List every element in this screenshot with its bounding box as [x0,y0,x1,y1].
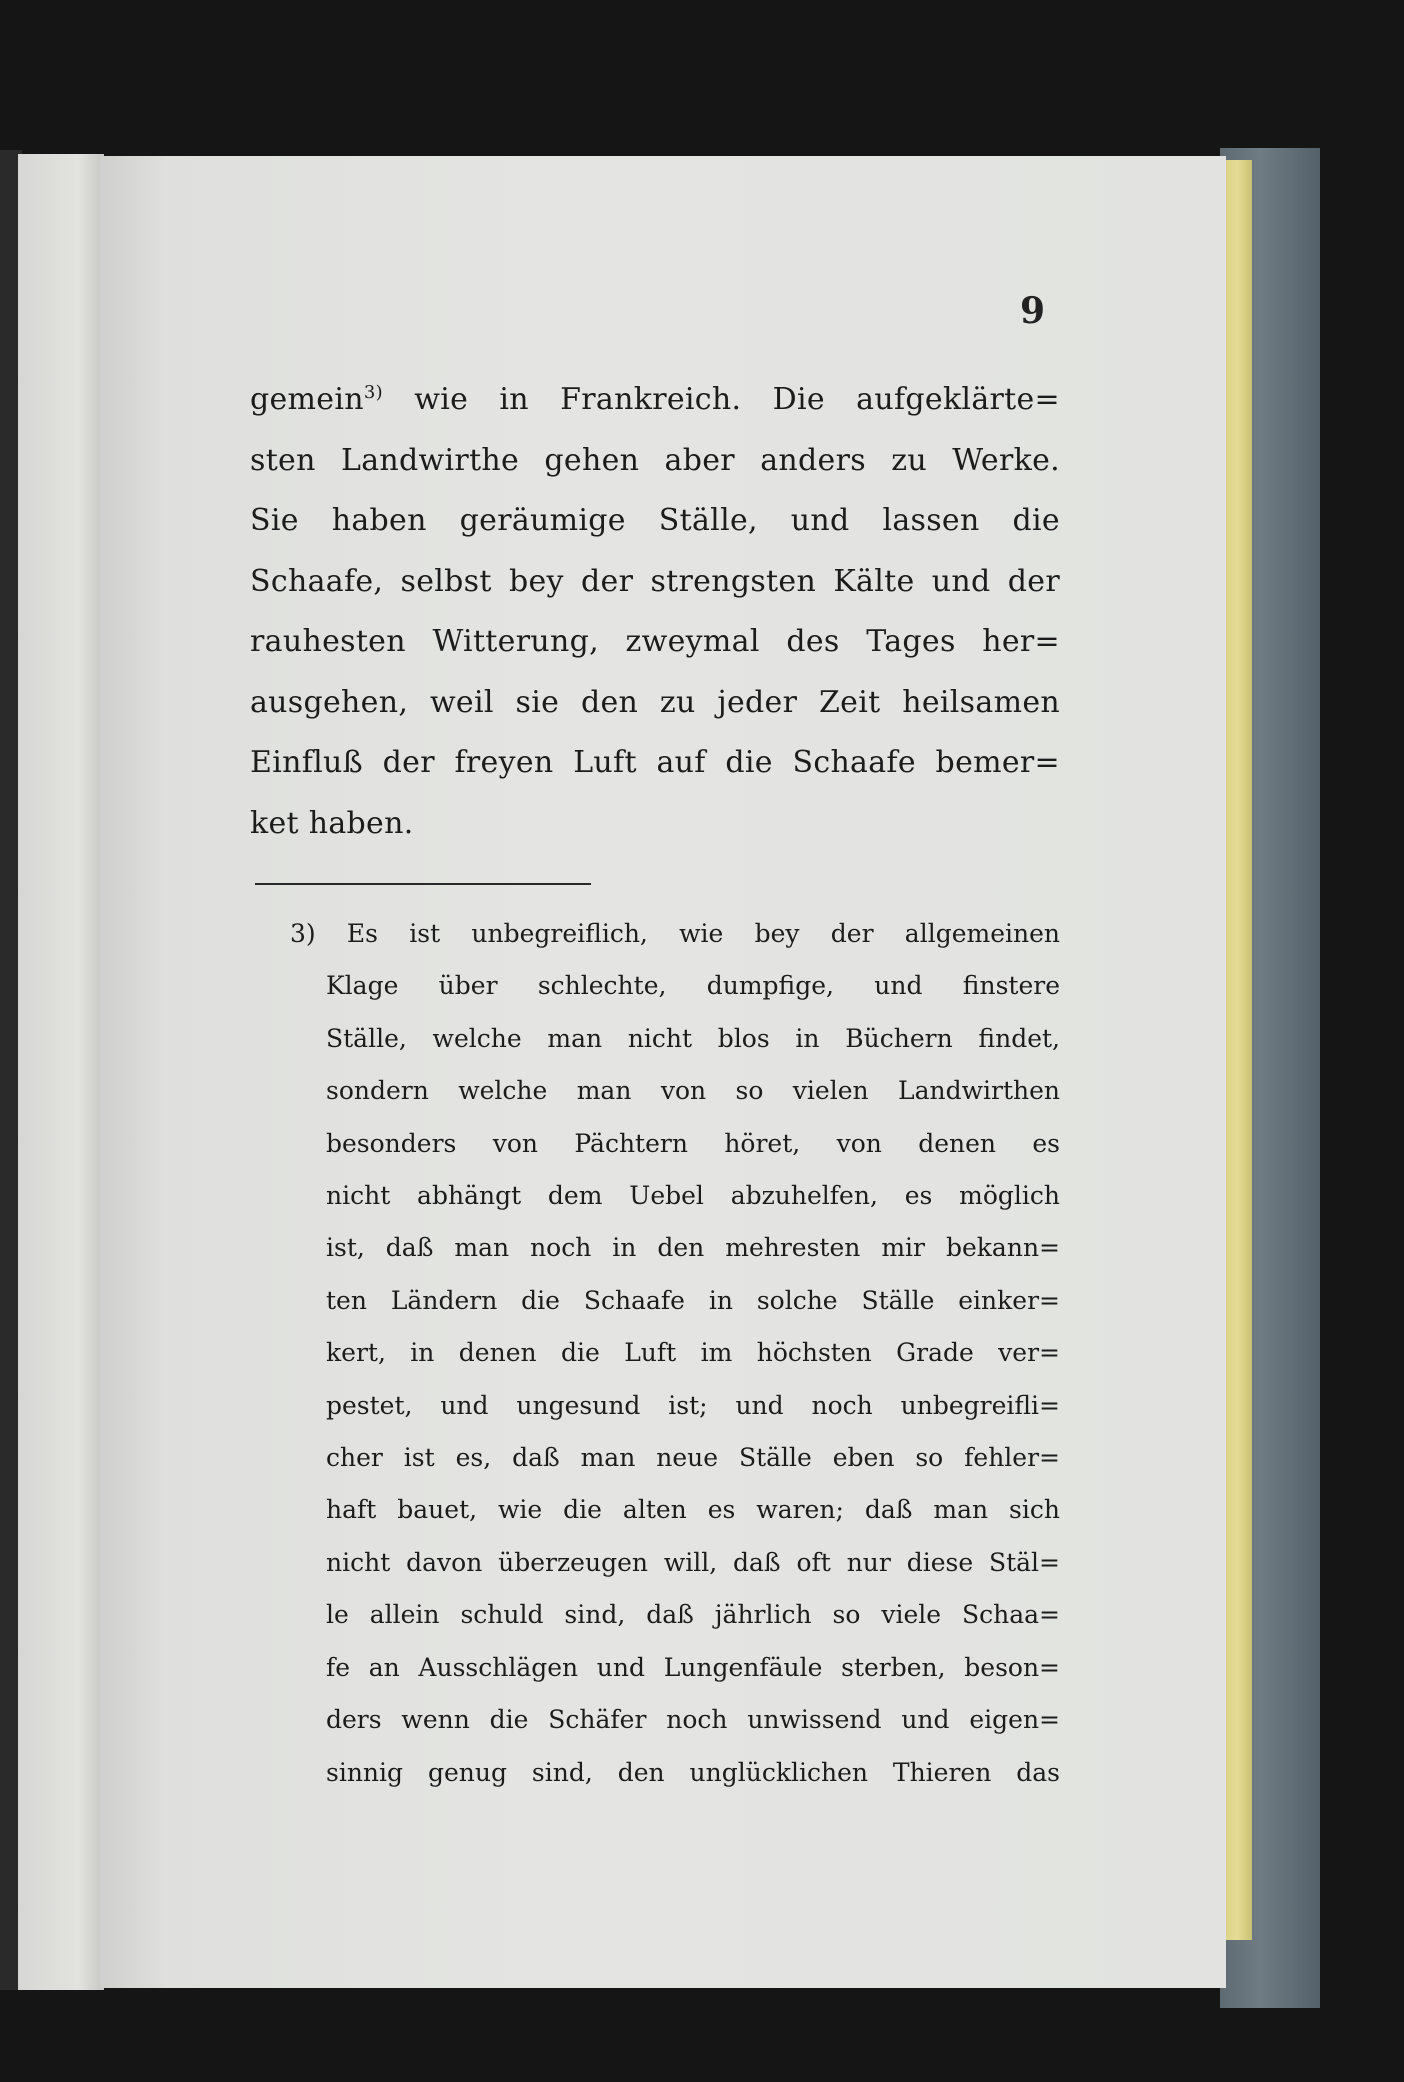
previous-page-edge [18,154,104,1990]
body-line: ausgehen, weil sie den zu jeder Zeit heilsamen [250,684,1060,720]
footnote-line: nicht abhängt dem Uebel abzuhelfen, es möglich [326,1181,1060,1211]
footnote-line: ders wenn die Schäfer noch unwissend und eigen= [326,1705,1060,1735]
footnote-line: Klage über schlechte, dumpfige, und finstere [326,971,1060,1001]
body-line: Sie haben geräumige Ställe, und lassen die [250,503,1060,538]
body-line: sten Landwirthe gehen aber anders zu Werke. [250,442,1060,478]
footnote-line: ten Ländern die Schaafe in solche Ställe einker= [326,1285,1060,1315]
footnote-line: pestet, und ungesund ist; und noch unbegreifli= [326,1390,1060,1420]
body-line: rauhesten Witterung, zweymal des Tages her= [250,624,1060,659]
footnote [290,908,1060,1799]
body-line: gemein$^{3)}$ wie in Frankreich. Die aufgeklärte= [250,382,1060,417]
body-line: Einfluß der freyen Luft auf die Schaafe bemer= [250,745,1060,780]
footnote-line: sondern welche man von so vielen Landwirthen [326,1076,1060,1106]
footnote-line: cher ist es, daß man neue Ställe eben so fehler= [326,1443,1060,1473]
footnote-reference: 3) [363,382,383,403]
body-line: Schaafe, selbst bey der strengsten Kälte und der [250,563,1060,599]
body-line: ket haben. [250,805,414,841]
footnote-line: 3) Es ist unbegreiflich, wie bey der allgemeinen [290,919,1060,948]
footnote-line: kert, in denen die Luft im höchsten Grade ver= [326,1338,1060,1368]
footnote-line: besonders von Pächtern höret, von denen es [326,1128,1060,1158]
footnote-line: Ställe, welche man nicht blos in Büchern findet, [326,1023,1060,1053]
page-number: 9 [1020,290,1046,332]
body-text [250,370,1060,854]
footnote-line: fe an Ausschlägen und Lungenfäule sterben, beson= [326,1652,1060,1682]
page-block-edge [1222,160,1252,1940]
footnote-line: nicht davon überzeugen will, daß oft nur diese Stäl= [326,1547,1060,1577]
footnote-line: sinnig genug sind, den unglücklichen Thieren das [326,1757,1060,1787]
footnote-separator [255,883,591,885]
footnote-line: le allein schuld sind, daß jährlich so viele Schaa= [326,1600,1060,1630]
footnote-line: ist, daß man noch in den mehresten mir bekann= [326,1233,1060,1263]
footnote-line: haft bauet, wie die alten es waren; daß man sich [326,1495,1060,1525]
